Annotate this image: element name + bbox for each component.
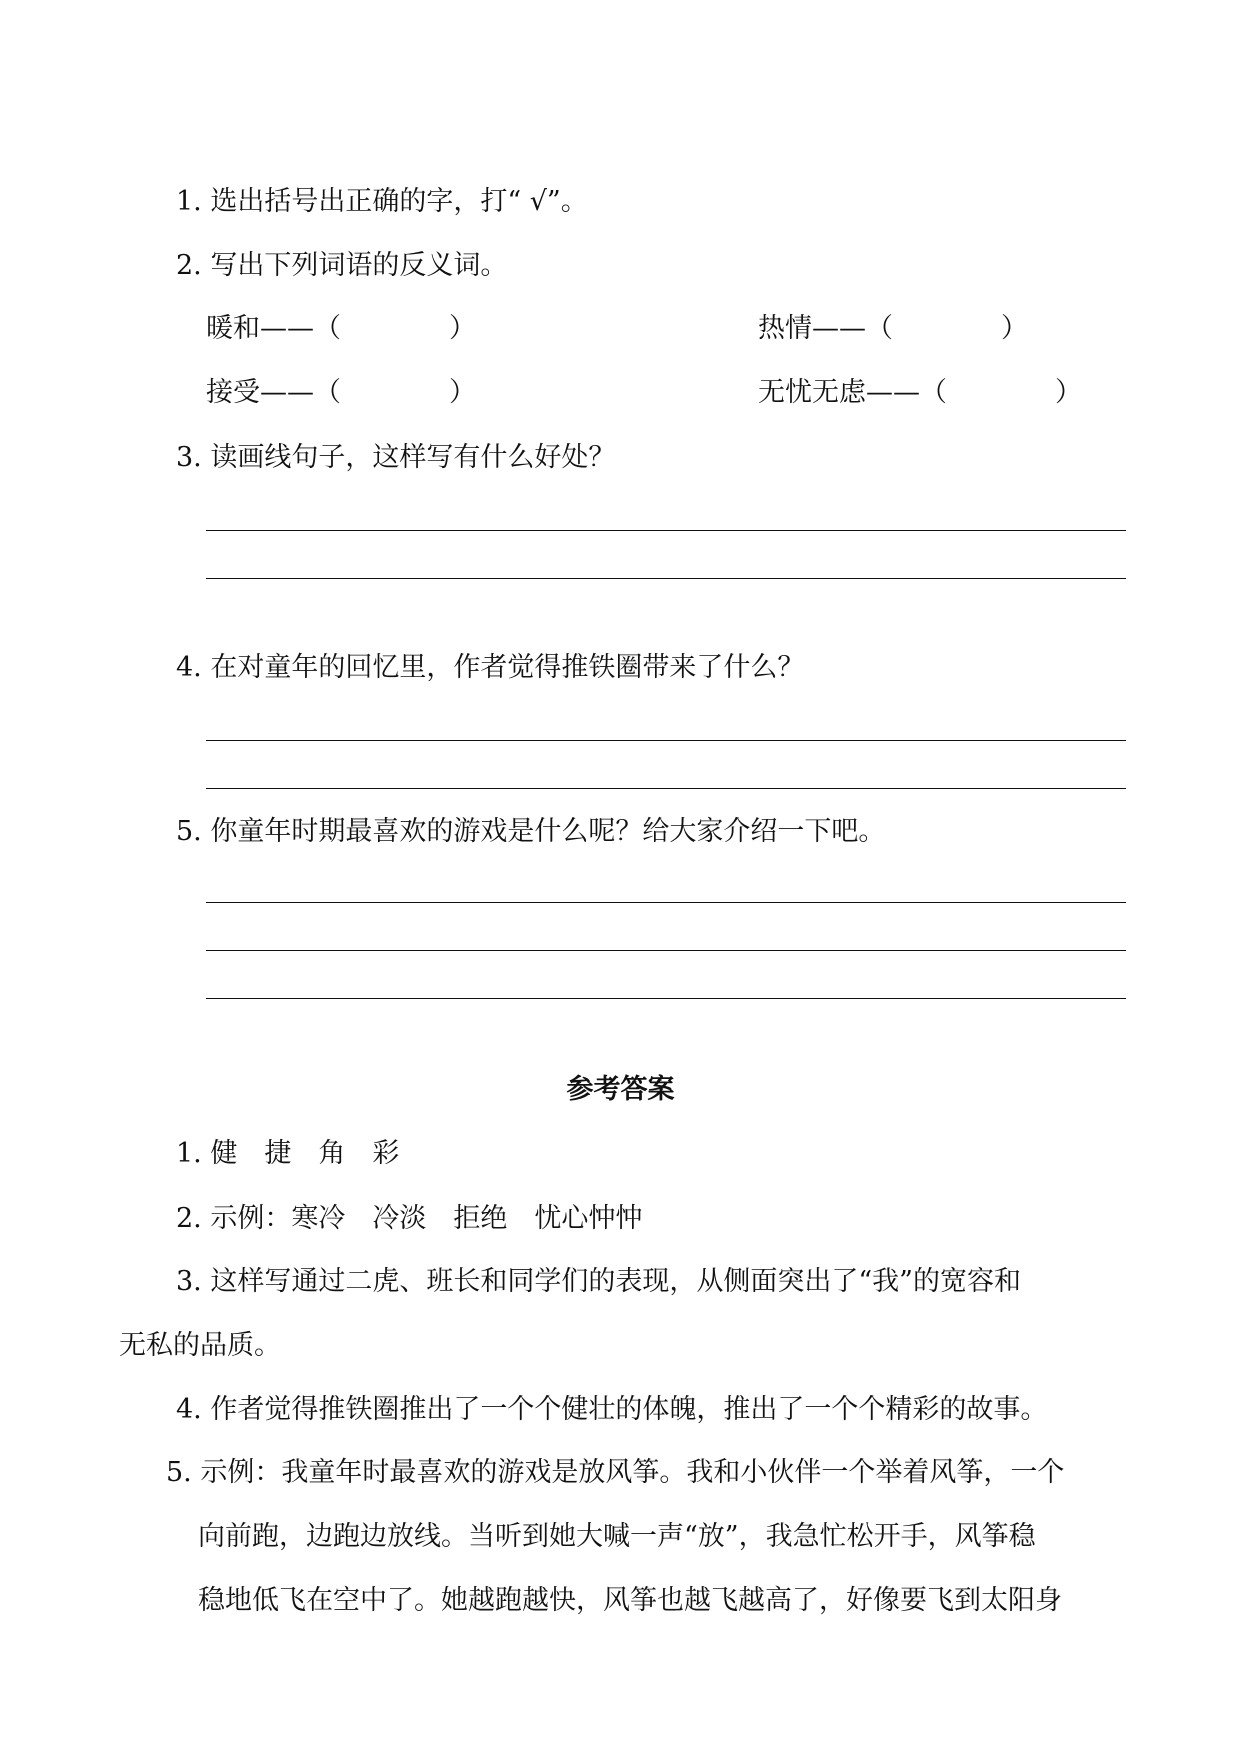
answer-line	[206, 578, 1126, 579]
question-2: 2. 写出下列词语的反义词。	[176, 250, 508, 281]
question-5: 5. 你童年时期最喜欢的游戏是什么呢？给大家介绍一下吧。	[176, 816, 886, 847]
answer-line	[206, 998, 1126, 999]
question-3: 3. 读画线句子，这样写有什么好处？	[176, 442, 616, 473]
answer-5-line-1: 5. 示例：我童年时最喜欢的游戏是放风筝。我和小伙伴一个举着风筝，一个	[166, 1457, 1065, 1488]
antonym-item-2: 热情——（ ）	[758, 313, 1028, 344]
question-4: 4. 在对童年的回忆里，作者觉得推铁圈带来了什么？	[176, 652, 805, 683]
answer-4: 4. 作者觉得推铁圈推出了一个个健壮的体魄，推出了一个个精彩的故事。	[176, 1394, 1048, 1425]
question-1: 1. 选出括号出正确的字，打“ √”。	[176, 186, 588, 217]
answer-2: 2. 示例：寒冷 冷淡 拒绝 忧心忡忡	[176, 1203, 643, 1234]
answer-5-line-3: 稳地低飞在空中了。她越跑越快，风筝也越飞越高了，好像要飞到太阳身	[198, 1585, 1062, 1616]
answer-line	[206, 902, 1126, 903]
answer-line	[206, 740, 1126, 741]
answer-line	[206, 530, 1126, 531]
antonym-item-1: 暖和——（ ）	[206, 313, 476, 344]
answer-line	[206, 788, 1126, 789]
antonym-item-4: 无忧无虑——（ ）	[758, 377, 1082, 408]
answers-title: 参考答案	[566, 1074, 675, 1105]
antonym-item-3: 接受——（ ）	[206, 377, 476, 408]
answer-3-line-2: 无私的品质。	[119, 1330, 281, 1361]
answer-5-line-2: 向前跑，边跑边放线。当听到她大喊一声“放”，我急忙松开手，风筝稳	[198, 1521, 1036, 1552]
answer-3-line-1: 3. 这样写通过二虎、班长和同学们的表现，从侧面突出了“我”的宽容和	[176, 1266, 1021, 1297]
answer-1: 1. 健 捷 角 彩	[176, 1138, 400, 1169]
answer-line	[206, 950, 1126, 951]
